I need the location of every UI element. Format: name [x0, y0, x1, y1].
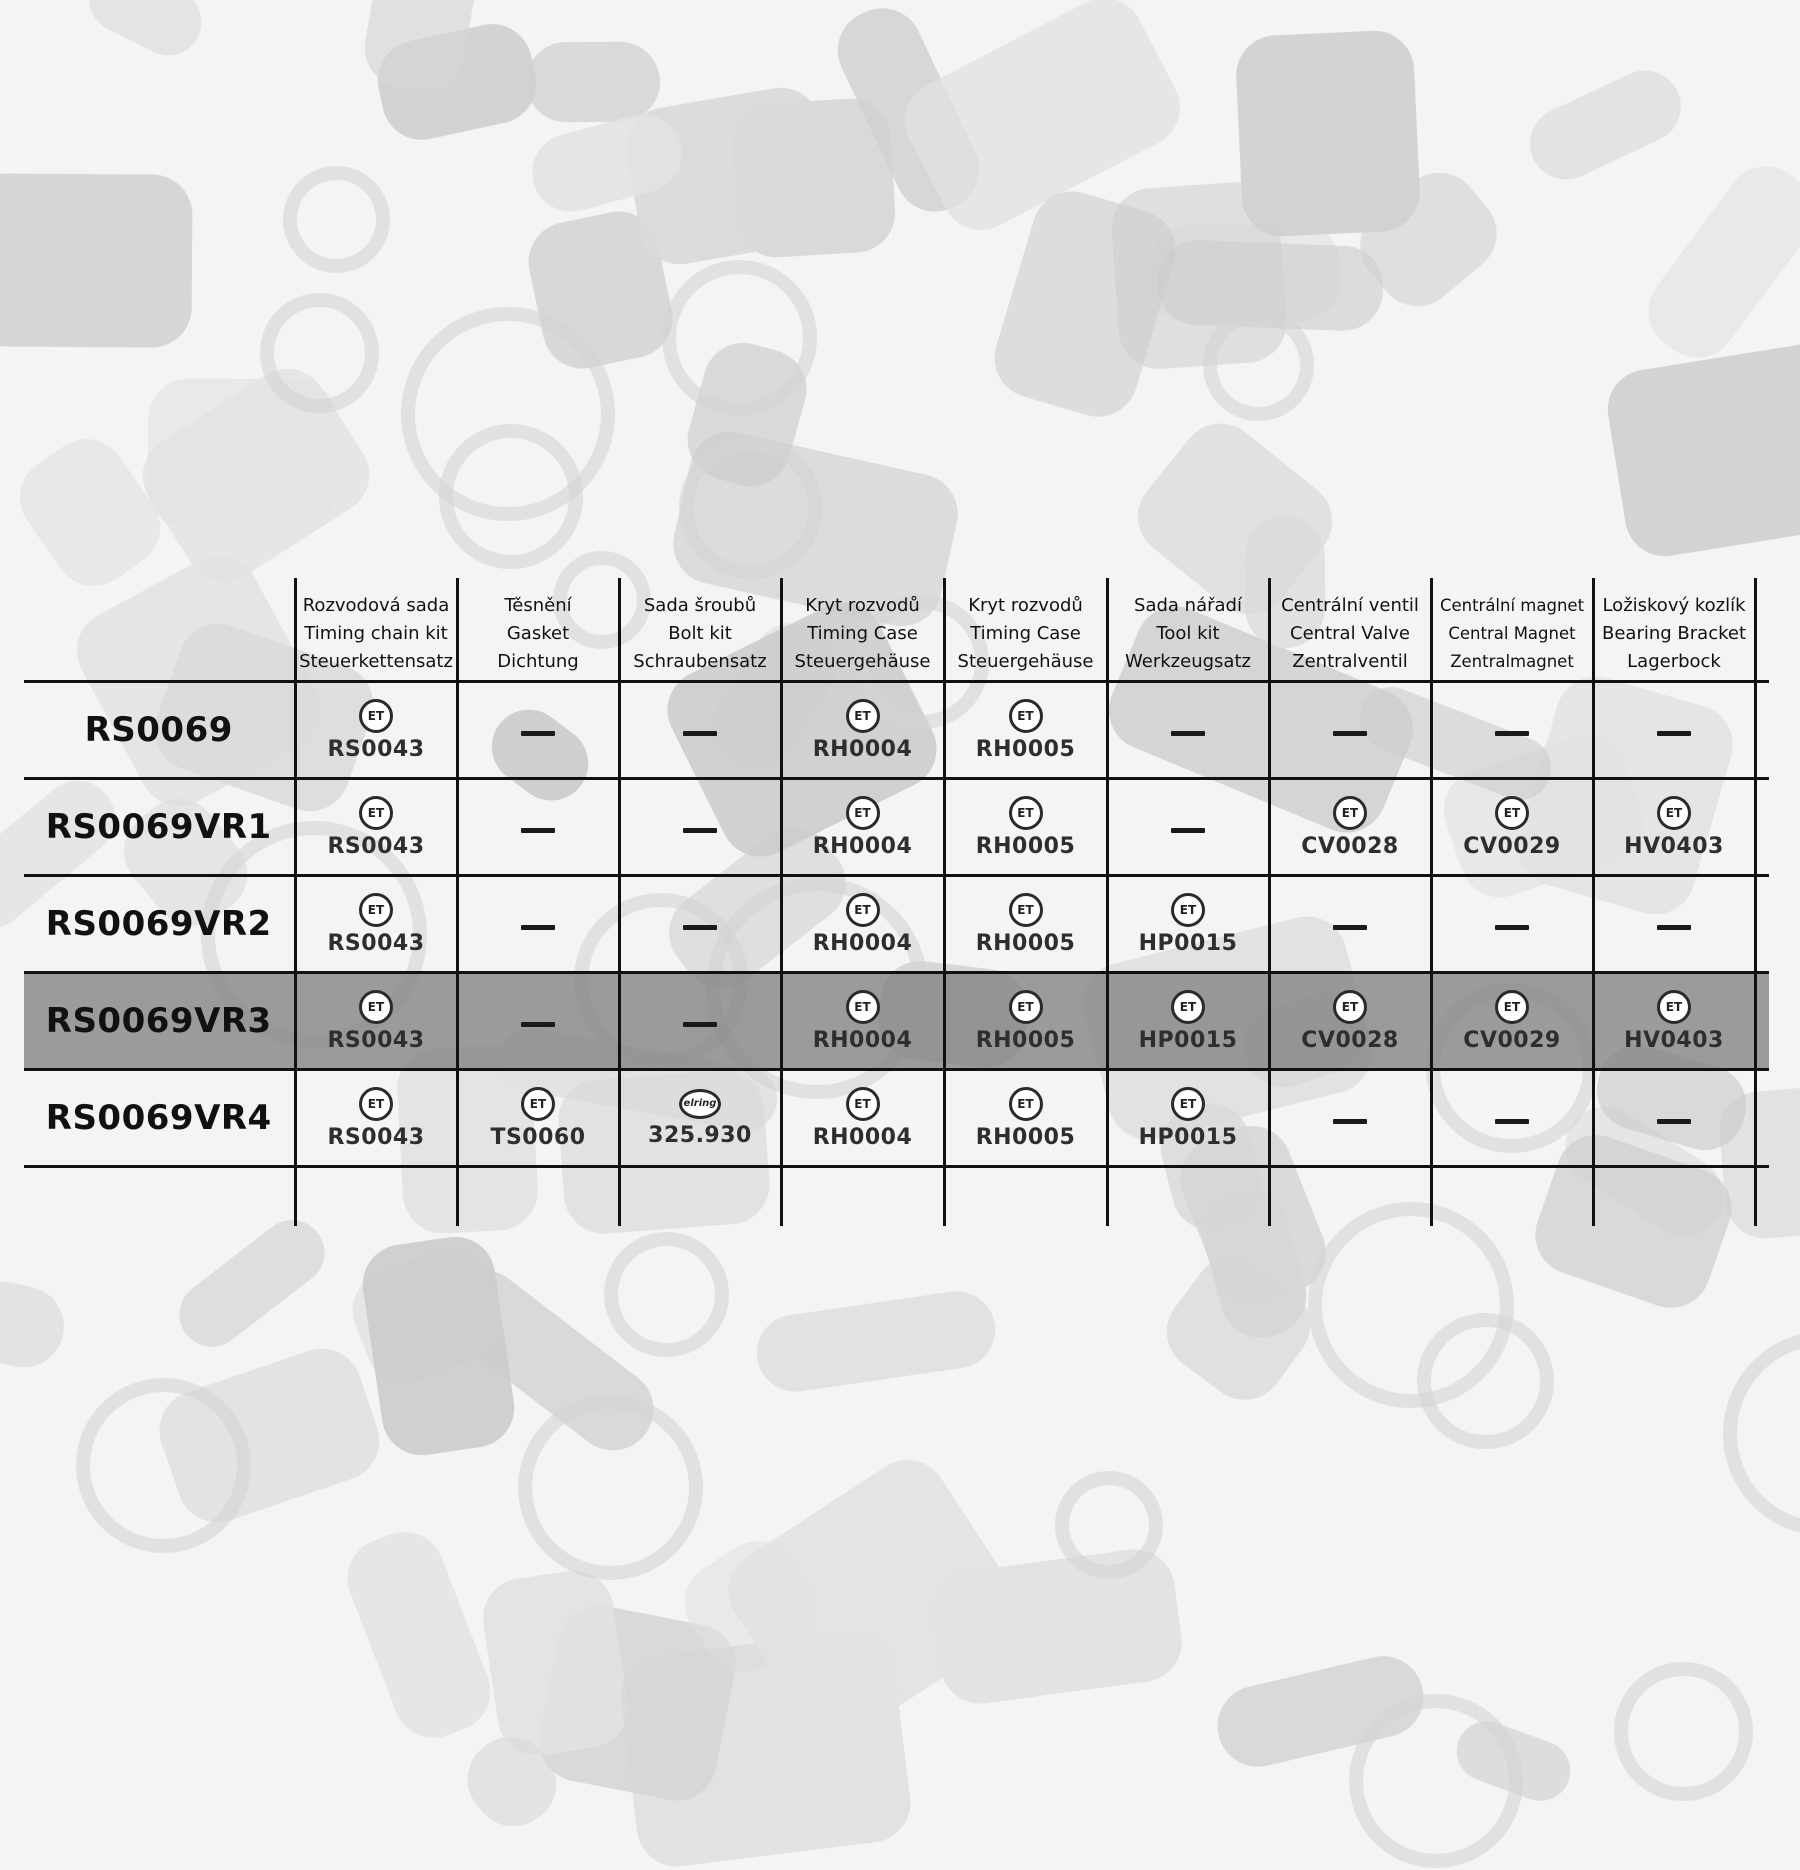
et-logo-icon: ET [1495, 990, 1529, 1024]
row-kit-label: RS0069 [24, 682, 295, 779]
et-logo-icon: ET [1495, 796, 1529, 830]
column-header-line: Zentralmagnet [1450, 652, 1574, 671]
part-code: RH0004 [812, 833, 913, 859]
table-cell [1107, 682, 1269, 779]
background-sticker [79, 0, 213, 66]
part-code: RS0043 [327, 930, 425, 956]
table-cell [1107, 1070, 1269, 1167]
part-code: TS0060 [490, 1124, 586, 1150]
background-sticker [1632, 151, 1800, 374]
background-wheel-icon [518, 1395, 704, 1581]
table-footer-cell [1593, 1167, 1755, 1227]
part-reference [1139, 893, 1238, 956]
part-code: RS0043 [327, 833, 425, 859]
et-logo-icon: ET [359, 796, 393, 830]
table-cell [1431, 682, 1593, 779]
table-cell [619, 973, 781, 1070]
background-wheel-icon [1723, 1331, 1800, 1537]
part-code: CV0029 [1463, 833, 1561, 859]
table-footer-cell [24, 1167, 295, 1227]
part-reference [813, 796, 913, 859]
part-reference [1301, 796, 1398, 859]
row-kit-label: RS0069VR1 [24, 779, 295, 876]
part-reference [976, 699, 1076, 762]
column-header-line: Ložiskový kozlík [1602, 595, 1746, 616]
background-wheel-icon [679, 437, 821, 579]
et-logo-icon: ET [1171, 990, 1205, 1024]
part-code: 325.930 [648, 1122, 752, 1148]
background-wheel-icon [1614, 1662, 1753, 1801]
column-header-line: Schraubensatz [633, 651, 767, 672]
column-header-central-magnet [1431, 578, 1593, 682]
table-footer-cell [944, 1167, 1107, 1227]
table-cell [295, 973, 457, 1070]
part-code: RS0043 [327, 1124, 425, 1150]
header-row [24, 578, 1769, 682]
background-wheel-icon [76, 1378, 251, 1553]
table-footer-row [24, 1167, 1769, 1227]
column-header-line: Bearing Bracket [1602, 623, 1746, 644]
column-header-tail [1755, 578, 1769, 682]
table-cell [1431, 1070, 1593, 1167]
part-code: HV0403 [1624, 1027, 1724, 1053]
column-header-line: Sada šroubů [643, 595, 757, 616]
table-cell [457, 973, 619, 1070]
background-wheel-icon [283, 166, 390, 273]
column-header-line: Timing chain kit [304, 623, 448, 644]
column-header-line: Timing Case [970, 623, 1081, 644]
part-code: RH0004 [812, 930, 913, 956]
table-footer-cell [781, 1167, 944, 1227]
et-logo-icon: ET [359, 1087, 393, 1121]
table-cell [944, 779, 1107, 876]
elring-logo-icon: elring [679, 1089, 721, 1119]
column-header-line: Sada nářadí [1134, 595, 1242, 616]
dash-icon [1495, 925, 1529, 930]
table-cell [1269, 1070, 1431, 1167]
table-cell-tail [1755, 973, 1769, 1070]
column-header-timing-case-2 [944, 578, 1107, 682]
part-code: RS0043 [327, 1027, 425, 1053]
et-logo-icon: ET [1657, 796, 1691, 830]
table-cell-tail [1755, 1070, 1769, 1167]
table-cell [781, 779, 944, 876]
column-header-line: Těsnění [504, 595, 572, 616]
table-cell [619, 682, 781, 779]
part-reference [976, 796, 1076, 859]
column-header-bearing-bracket [1593, 578, 1755, 682]
kit-comparison-table [24, 578, 1769, 1226]
part-reference [976, 990, 1076, 1053]
part-reference [1624, 796, 1724, 859]
part-code: HP0015 [1138, 930, 1238, 956]
table-cell [1593, 779, 1755, 876]
background-sticker [985, 182, 1185, 427]
column-header-line: Centrální magnet [1439, 596, 1585, 615]
background-sticker [357, 1232, 519, 1461]
part-reference [813, 893, 913, 956]
table-cell [1107, 973, 1269, 1070]
background-sticker [166, 1207, 337, 1360]
header-corner [24, 578, 295, 682]
column-header-line: Kryt rozvodů [968, 595, 1083, 616]
dash-icon [521, 925, 555, 930]
table-cell [295, 682, 457, 779]
table-cell [944, 682, 1107, 779]
part-reference [327, 796, 424, 859]
et-logo-icon: ET [846, 699, 880, 733]
table-cell-tail [1755, 779, 1769, 876]
table-footer-cell [295, 1167, 457, 1227]
table-footer-cell [1269, 1167, 1431, 1227]
table-cell [1269, 682, 1431, 779]
part-reference [327, 1087, 424, 1150]
et-logo-icon: ET [521, 1087, 555, 1121]
table-footer-cell [1107, 1167, 1269, 1227]
table-cell [1269, 973, 1431, 1070]
dash-icon [1333, 731, 1367, 736]
dash-icon [1333, 925, 1367, 930]
et-logo-icon: ET [1171, 893, 1205, 927]
column-header-line: Central Valve [1290, 623, 1410, 644]
background-wheel-icon [1349, 1694, 1523, 1868]
table-footer-cell [1431, 1167, 1593, 1227]
column-header-line: Tool kit [1156, 623, 1220, 644]
table-cell [944, 973, 1107, 1070]
et-logo-icon: ET [1009, 699, 1043, 733]
column-header-line: Dichtung [497, 651, 579, 672]
dash-icon [521, 731, 555, 736]
background-sticker [1602, 330, 1800, 562]
part-reference [1139, 990, 1238, 1053]
background-wheel-icon [1308, 1202, 1515, 1409]
column-header-bolt-kit [619, 578, 781, 682]
table-footer-cell [619, 1167, 781, 1227]
et-logo-icon: ET [1333, 796, 1367, 830]
part-reference [976, 893, 1076, 956]
part-reference [327, 699, 424, 762]
et-logo-icon: ET [1009, 893, 1043, 927]
part-reference [1624, 990, 1724, 1053]
table-cell [619, 779, 781, 876]
background-wheel-icon [604, 1232, 729, 1357]
column-header-line: Gasket [506, 623, 570, 644]
dash-icon [683, 828, 717, 833]
background-wheel-icon [260, 293, 380, 413]
dash-icon [521, 828, 555, 833]
part-code: RH0004 [812, 736, 913, 762]
table-cell [1107, 779, 1269, 876]
et-logo-icon: ET [1333, 990, 1367, 1024]
background-sticker [0, 1274, 71, 1375]
column-header-line: Centrální ventil [1281, 595, 1419, 616]
column-header-line: Central Magnet [1448, 624, 1576, 643]
table-cell [1269, 876, 1431, 973]
table-cell [295, 779, 457, 876]
table-cell [1269, 779, 1431, 876]
part-code: RH0004 [812, 1027, 913, 1053]
table-cell [781, 1070, 944, 1167]
table-cell [1431, 973, 1593, 1070]
dash-icon [1657, 925, 1691, 930]
background-wheel-icon [662, 260, 817, 415]
table-cell [1431, 876, 1593, 973]
table-cell [1593, 682, 1755, 779]
table-cell [619, 876, 781, 973]
table-cell [457, 1070, 619, 1167]
table-cell [1593, 1070, 1755, 1167]
column-header-line: Werkzeugsatz [1125, 651, 1251, 672]
part-code: RH0005 [975, 1124, 1076, 1150]
part-code: CV0028 [1301, 1027, 1399, 1053]
background-sticker [1518, 59, 1693, 192]
dash-icon [1657, 1119, 1691, 1124]
part-reference [813, 1087, 913, 1150]
background-sticker [1235, 29, 1422, 238]
background-wheel-icon [1203, 309, 1315, 421]
table-cell [457, 876, 619, 973]
table-footer-cell [457, 1167, 619, 1227]
row-kit-label: RS0069VR2 [24, 876, 295, 973]
part-reference [327, 990, 424, 1053]
et-logo-icon: ET [1657, 990, 1691, 1024]
table-cell [295, 1070, 457, 1167]
part-reference [813, 990, 913, 1053]
table-cell [619, 1070, 781, 1167]
column-header-timing-chain-kit [295, 578, 457, 682]
part-code: RS0043 [327, 736, 425, 762]
table-cell [1431, 779, 1593, 876]
et-logo-icon: ET [1009, 990, 1043, 1024]
part-code: HP0015 [1138, 1124, 1238, 1150]
part-code: RH0005 [975, 736, 1076, 762]
et-logo-icon: ET [846, 1087, 880, 1121]
table-cell [295, 876, 457, 973]
et-logo-icon: ET [1009, 1087, 1043, 1121]
background-wheel-icon [1055, 1471, 1163, 1579]
part-reference [1301, 990, 1398, 1053]
background-wheel-icon [439, 424, 584, 569]
et-logo-icon: ET [846, 893, 880, 927]
column-header-line: Rozvodová sada [302, 595, 450, 616]
dash-icon [1333, 1119, 1367, 1124]
background-sticker [526, 42, 660, 122]
table-cell [944, 1070, 1107, 1167]
dash-icon [1495, 731, 1529, 736]
part-reference [1463, 990, 1560, 1053]
table-cell [781, 876, 944, 973]
dash-icon [1495, 1119, 1529, 1124]
background-sticker [477, 1565, 633, 1761]
table-row [24, 779, 1769, 876]
et-logo-icon: ET [1171, 1087, 1205, 1121]
column-header-line: Zentralventil [1292, 651, 1408, 672]
part-reference [490, 1087, 585, 1150]
table-cell-tail [1755, 876, 1769, 973]
part-code: RH0005 [975, 833, 1076, 859]
column-header-line: Steuergehäuse [794, 651, 931, 672]
background-sticker [752, 1286, 1001, 1396]
dash-icon [1657, 731, 1691, 736]
column-header-line: Bolt kit [668, 623, 732, 644]
et-logo-icon: ET [359, 893, 393, 927]
part-code: CV0029 [1463, 1027, 1561, 1053]
dash-icon [683, 1022, 717, 1027]
et-logo-icon: ET [1009, 796, 1043, 830]
part-reference [327, 893, 424, 956]
column-header-line: Steuergehäuse [957, 651, 1094, 672]
table-cell [781, 682, 944, 779]
column-header-timing-case-1 [781, 578, 944, 682]
table-cell [1593, 876, 1755, 973]
part-reference [1463, 796, 1560, 859]
et-logo-icon: ET [359, 990, 393, 1024]
table-cell [457, 682, 619, 779]
dash-icon [683, 925, 717, 930]
table-row [24, 973, 1769, 1070]
table-cell [781, 973, 944, 1070]
column-header-line: Steuerkettensatz [299, 651, 453, 672]
dash-icon [521, 1022, 555, 1027]
background-sticker [335, 1521, 501, 1750]
table-row [24, 682, 1769, 779]
dash-icon [1171, 828, 1205, 833]
et-logo-icon: ET [846, 990, 880, 1024]
et-logo-icon: ET [359, 699, 393, 733]
background-sticker [0, 173, 193, 347]
column-header-central-valve [1269, 578, 1431, 682]
part-reference [976, 1087, 1076, 1150]
part-code: RH0005 [975, 930, 1076, 956]
part-reference [1139, 1087, 1238, 1150]
table-cell [457, 779, 619, 876]
dash-icon [683, 731, 717, 736]
column-header-line: Timing Case [807, 623, 918, 644]
part-code: HP0015 [1138, 1027, 1238, 1053]
column-header-line: Lagerbock [1627, 651, 1721, 672]
row-kit-label: RS0069VR3 [24, 973, 295, 1070]
table-cell-tail [1755, 682, 1769, 779]
part-reference [648, 1089, 752, 1148]
column-header-line: Kryt rozvodů [805, 595, 920, 616]
table-row [24, 1070, 1769, 1167]
column-header-tool-kit [1107, 578, 1269, 682]
table-cell [944, 876, 1107, 973]
et-logo-icon: ET [846, 796, 880, 830]
part-code: RH0004 [812, 1124, 913, 1150]
table-footer-cell [1755, 1167, 1769, 1227]
row-kit-label: RS0069VR4 [24, 1070, 295, 1167]
part-code: CV0028 [1301, 833, 1399, 859]
part-code: HV0403 [1624, 833, 1724, 859]
table-cell [1593, 973, 1755, 1070]
table-cell [1107, 876, 1269, 973]
dash-icon [1171, 731, 1205, 736]
table-row [24, 876, 1769, 973]
part-reference [813, 699, 913, 762]
part-code: RH0005 [975, 1027, 1076, 1053]
column-header-gasket [457, 578, 619, 682]
